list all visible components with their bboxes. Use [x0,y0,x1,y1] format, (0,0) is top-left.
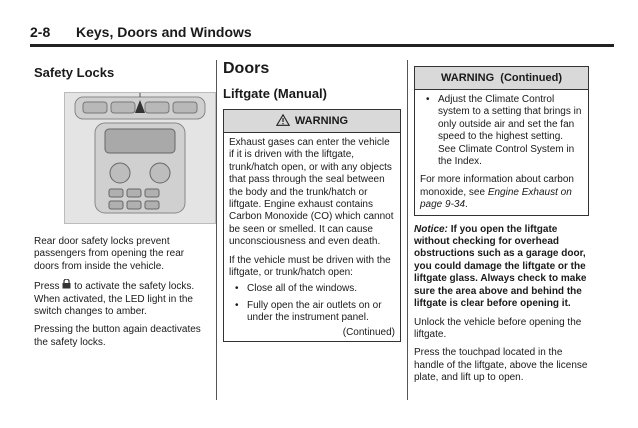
warning-title: WARNING [294,115,349,127]
notice-text: If you open the liftgate without checking for overhead obstructions such as a garage door, you could damage the liftgate or the liftgate glass. Always check to make sure the area above and behind the liftgate is clear before opening it. [414,223,587,310]
bullet-marker: • [426,94,430,105]
list-item [229,283,395,295]
warning-header-continued [415,67,588,90]
warning-continued-title: WARNING (Continued) [441,72,562,84]
continued-label: (Continued) [342,326,395,338]
bullet-marker: • [235,299,239,311]
notice-label: Notice: [414,223,448,235]
column-liftgate-continued [414,60,589,385]
liftgate-heading: Liftgate (Manual) [223,86,327,101]
warning-triangle-icon [276,114,290,129]
warning-body [224,133,400,341]
list-item [229,300,395,325]
column-doors [223,60,401,342]
bullet-text: Close all of the windows. [247,283,358,295]
console-illustration [65,93,215,223]
co-info-text: For more information about carbon monoxide, see [420,174,574,198]
page-header [30,24,614,47]
engine-exhaust-reference: Engine Exhaust on page 9-34 [420,186,572,211]
bullet-text: Adjust the Climate Control system to a setting that brings in only outside air and set the fan speed to the highest setting. See Climate Control System in the Index. [438,94,582,168]
warning-box-continued [414,66,589,216]
section-title: Keys, Doors and Windows [76,24,252,40]
warning-box [223,109,401,342]
column-divider [407,60,408,400]
bullet-text: Fully open the air outlets on or under the instrument panel. [247,299,382,324]
warning-para-1: Exhaust gases can enter the vehicle if it is driven with the liftgate, trunk/hatch open, or with any objects that pass through the seal between the body and the trunk/hatch or liftgate. Engine exhaust contains Carbon Monoxide (CO) which cannot be seen or smelled. It can cause unconsciousness and even death. [229,137,394,248]
column-safety-locks [34,60,210,349]
safety-locks-heading: Safety Locks [34,65,115,80]
press-touchpad-para: Press the touchpad located in the handle of the liftgate, above the license plate, and lift up to open. [414,347,588,384]
press-text: Press [34,281,60,293]
bullet-marker: • [235,283,239,295]
notice-para [414,224,589,311]
activate-text: to activate the safety locks. When activated, the LED light in the switch changes to amber. [34,281,195,318]
safety-locks-para-2 [34,279,210,318]
page-number: 2-8 [30,24,51,40]
warning-body-continued [415,90,588,215]
unlock-para: Unlock the vehicle before opening the liftgate. [414,316,582,340]
safety-locks-para-3: Pressing the button again deactivates the safety locks. [34,324,201,348]
list-item [420,94,583,168]
doors-heading: Doors [223,60,270,77]
warning-para-2: If the vehicle must be driven with the liftgate, or trunk/hatch open: [229,254,391,279]
safety-lock-switch-illustration [64,92,216,224]
column-divider [216,60,217,400]
warning-header [224,110,400,133]
co-info-para [420,174,583,211]
safety-locks-para-1: Rear door safety locks prevent passengers from opening the rear doors from inside the vehicle. [34,236,185,272]
child-lock-icon [62,281,71,292]
co-info-end: . [465,199,468,211]
